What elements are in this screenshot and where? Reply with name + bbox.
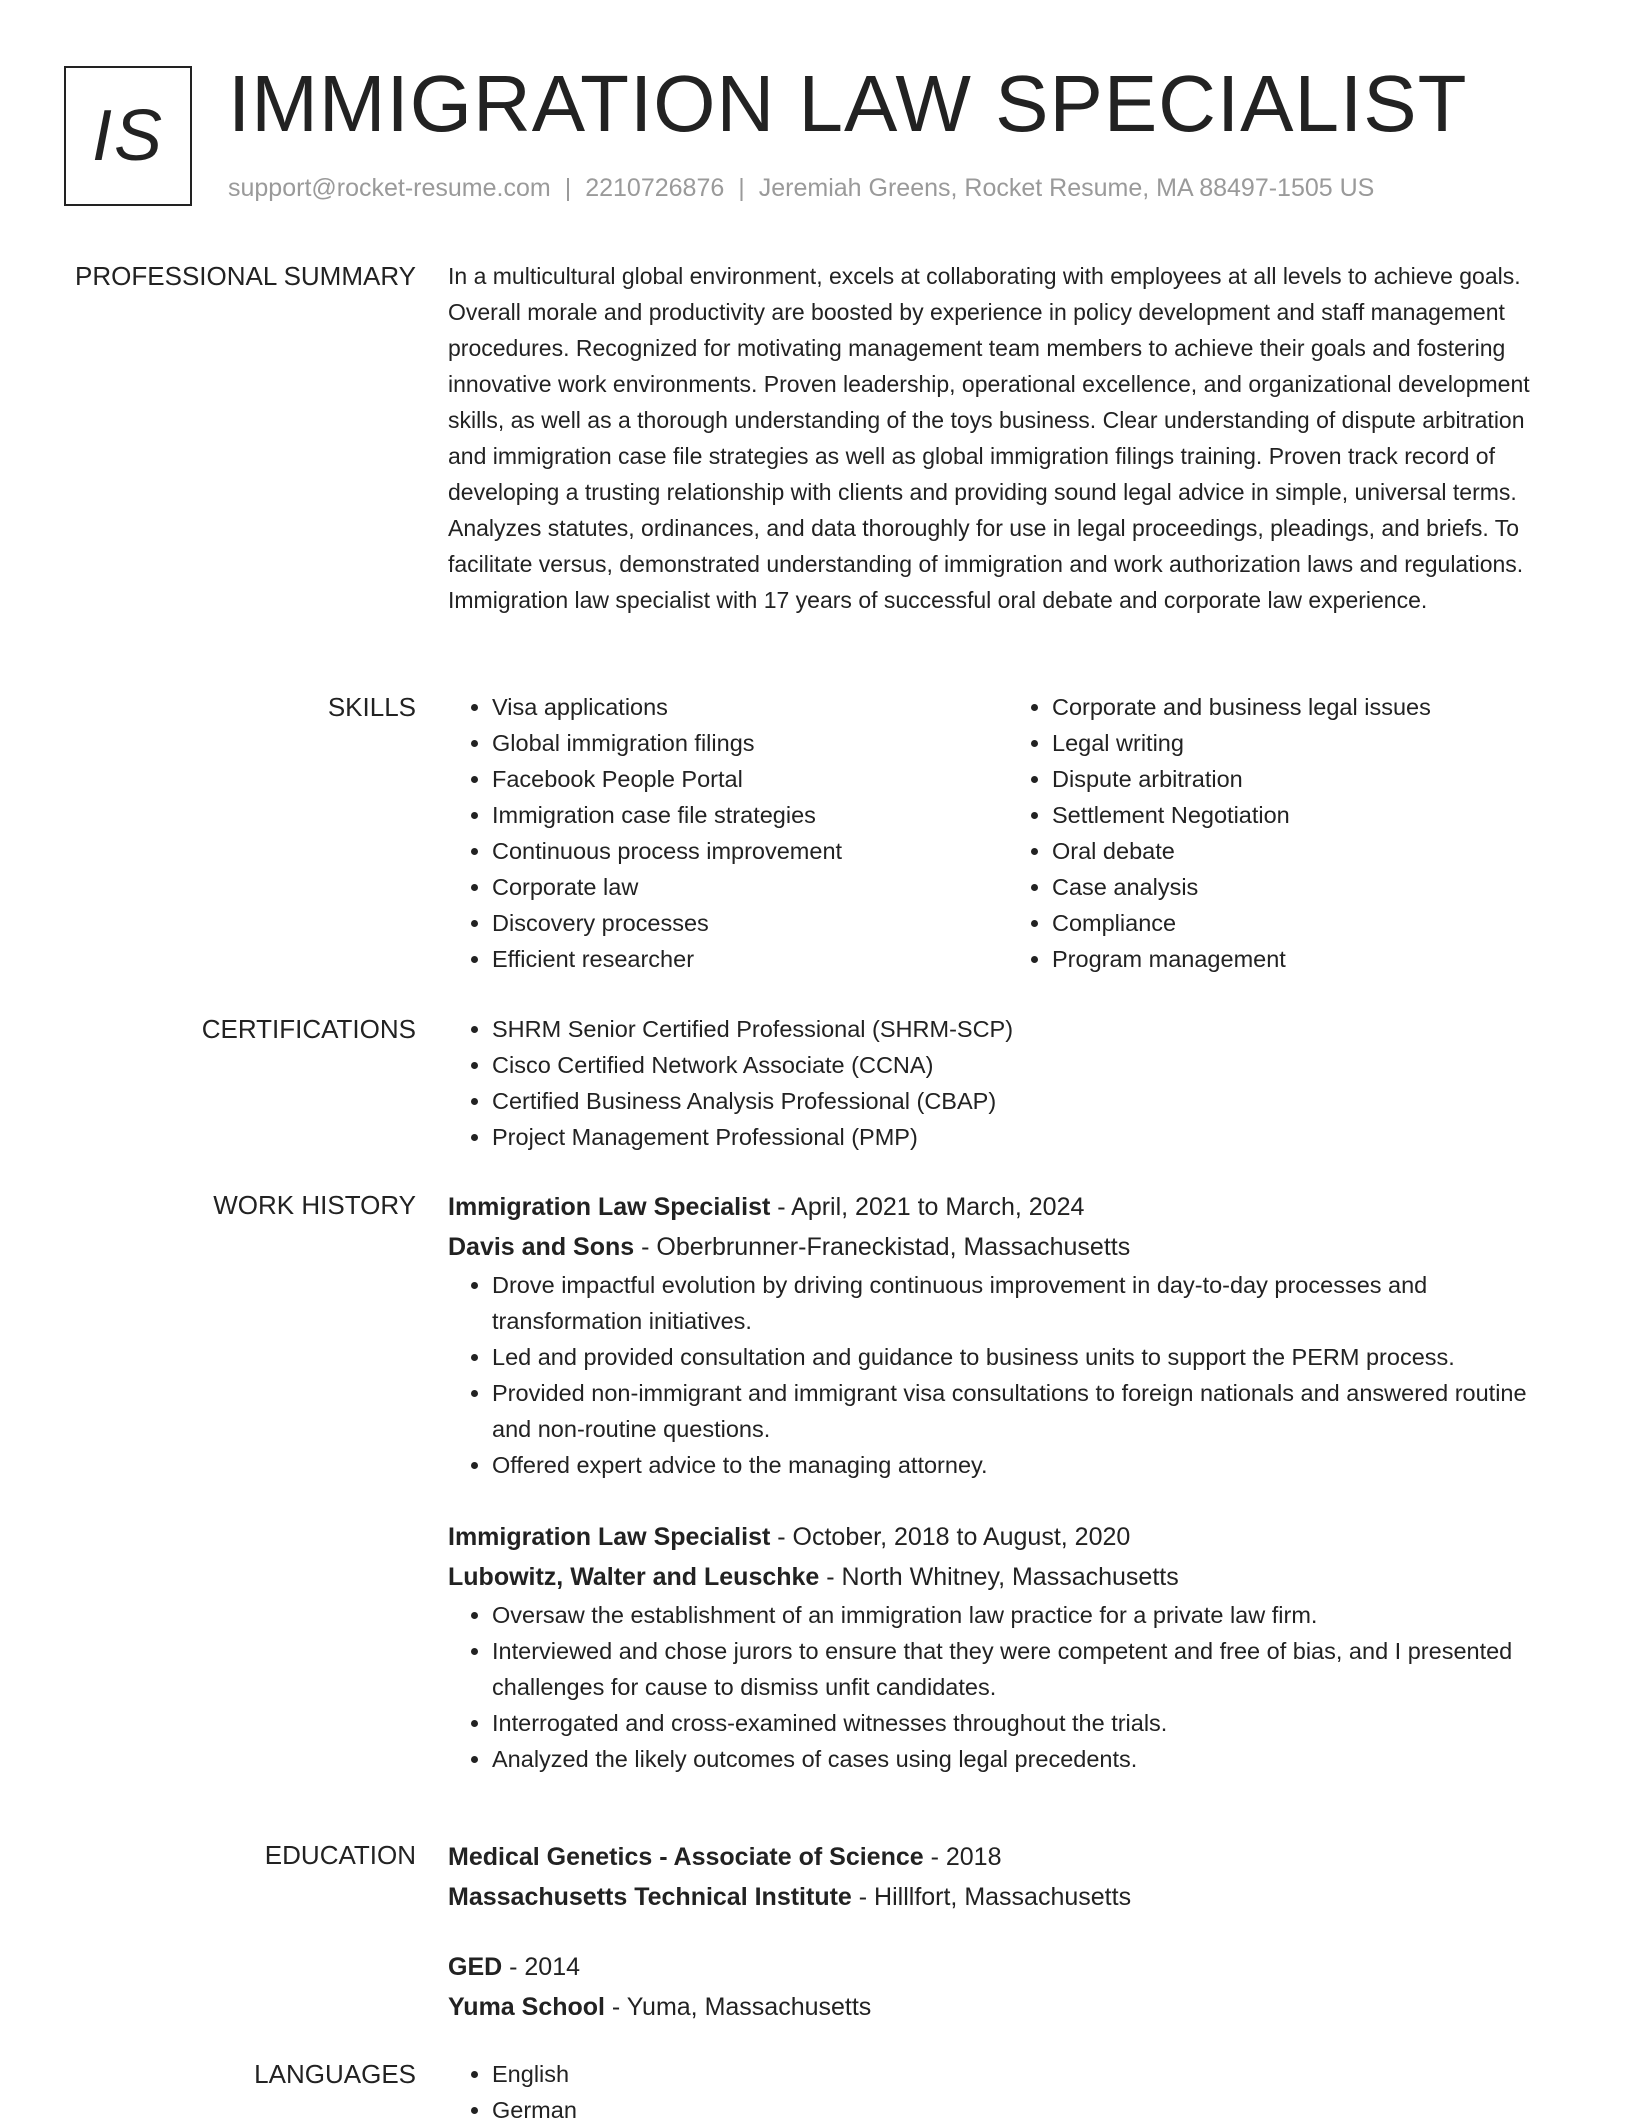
skill-item: • Discovery processes bbox=[492, 905, 1008, 941]
certification-item: • Project Management Professional (PMP) bbox=[492, 1119, 1568, 1155]
job-location: - Oberbrunner-Franeckistad, Massachusetts bbox=[634, 1233, 1131, 1261]
contact-line bbox=[228, 174, 1374, 203]
education-degree-line bbox=[448, 1947, 1568, 1987]
certification-item: • Certified Business Analysis Professional (CBAP) bbox=[492, 1083, 1568, 1119]
job-bullet: • Interrogated and cross-examined witnesses throughout the trials. bbox=[492, 1705, 1568, 1741]
job-bullet: • Oversaw the establishment of an immigration law practice for a private law firm. bbox=[492, 1597, 1568, 1633]
job-bullet-list bbox=[448, 1597, 1568, 1777]
job-entry bbox=[448, 1517, 1568, 1777]
education-list bbox=[448, 1837, 1568, 2057]
section-label-education: EDUCATION bbox=[264, 1840, 416, 1870]
contact-phone: 2210726876 bbox=[585, 174, 725, 202]
education-year: - 2018 bbox=[923, 1843, 1002, 1871]
contact-separator: | bbox=[564, 174, 572, 202]
summary-text: In a multicultural global environment, excels at collaborating with employees at all levels to achieve goals. Overall morale and productivity are boosted by experience in policy development and staff management procedures. Recognized for motivating management team members to achieve their goals and fostering innovative work environments. Proven leadership, operational excellence, and organizational development skills, as well as a thorough understanding of the toys business. Clear understanding of dispute arbitration and immigration case file strategies as well as global immigration filings training. Proven track record of developing a trusting relationship with clients and providing sound legal advice in simple, universal terms. Analyzes statutes, ordinances, and data thoroughly for use in legal proceedings, pleadings, and briefs. To facilitate versus, demonstrated understanding of immigration and work authorization laws and regulations. Immigration law specialist with 17 years of successful oral debate and corporate law experience. bbox=[448, 263, 1530, 613]
education-degree-line bbox=[448, 1837, 1568, 1877]
job-company-line bbox=[448, 1227, 1568, 1267]
education-school-line bbox=[448, 1877, 1568, 1917]
job-location: - North Whitney, Massachusetts bbox=[819, 1563, 1179, 1591]
education-entry bbox=[448, 1837, 1568, 1917]
education-degree: Medical Genetics - Associate of Science bbox=[448, 1843, 924, 1871]
job-title: Immigration Law Specialist bbox=[448, 1523, 771, 1551]
skill-item: • Case analysis bbox=[1052, 869, 1568, 905]
job-bullet: • Interviewed and chose jurors to ensure that they were competent and free of bias, and I presented challenges for cause to dismiss unfit candidates. bbox=[492, 1633, 1568, 1705]
section-label-skills: SKILLS bbox=[327, 692, 416, 722]
section-label-summary: PROFESSIONAL SUMMARY bbox=[75, 261, 416, 291]
skill-item: • Program management bbox=[1052, 941, 1568, 977]
certification-item: • Cisco Certified Network Associate (CCNA) bbox=[492, 1047, 1568, 1083]
language-item: • English bbox=[492, 2056, 1568, 2092]
job-bullet: • Provided non-immigrant and immigrant visa consultations to foreign nationals and answered routine and non-routine questions. bbox=[492, 1375, 1568, 1447]
monogram-box bbox=[64, 66, 192, 206]
skill-item: • Compliance bbox=[1052, 905, 1568, 941]
contact-email: support@rocket-resume.com bbox=[228, 174, 551, 202]
certifications-list bbox=[448, 1011, 1568, 1155]
education-entry bbox=[448, 1947, 1568, 2027]
education-school-line bbox=[448, 1987, 1568, 2027]
section-label-languages: LANGUAGES bbox=[254, 2059, 416, 2089]
resume-title: IMMIGRATION LAW SPECIALIST bbox=[228, 59, 1468, 148]
job-bullet: • Led and provided consultation and guidance to business units to support the PERM process. bbox=[492, 1339, 1568, 1375]
job-bullet: • Offered expert advice to the managing attorney. bbox=[492, 1447, 1568, 1483]
skill-item: • Facebook People Portal bbox=[492, 761, 1008, 797]
job-bullet-list bbox=[448, 1267, 1568, 1483]
contact-address: Jeremiah Greens, Rocket Resume, MA 88497-1505 US bbox=[758, 174, 1375, 202]
job-dates: - October, 2018 to August, 2020 bbox=[770, 1523, 1131, 1551]
language-item: • German bbox=[492, 2092, 1568, 2128]
skill-item: • Oral debate bbox=[1052, 833, 1568, 869]
job-bullet: • Drove impactful evolution by driving continuous improvement in day-to-day processes and transformation initiatives. bbox=[492, 1267, 1568, 1339]
job-company: Lubowitz, Walter and Leuschke bbox=[448, 1563, 820, 1591]
skill-item: • Settlement Negotiation bbox=[1052, 797, 1568, 833]
skill-item: • Corporate law bbox=[492, 869, 1008, 905]
job-bullet: • Analyzed the likely outcomes of cases using legal precedents. bbox=[492, 1741, 1568, 1777]
job-title: Immigration Law Specialist bbox=[448, 1193, 771, 1221]
education-location: - Hilllfort, Massachusetts bbox=[851, 1883, 1132, 1911]
job-title-line bbox=[448, 1517, 1568, 1557]
contact-separator: | bbox=[738, 174, 745, 202]
education-school: Yuma School bbox=[448, 1993, 605, 2021]
education-year: - 2014 bbox=[502, 1953, 581, 1981]
education-location: - Yuma, Massachusetts bbox=[604, 1993, 872, 2021]
skill-item: • Dispute arbitration bbox=[1052, 761, 1568, 797]
section-label-work: WORK HISTORY bbox=[213, 1190, 416, 1220]
skill-item: • Immigration case file strategies bbox=[492, 797, 1008, 833]
section-label-certifications: CERTIFICATIONS bbox=[201, 1014, 416, 1044]
job-company-line bbox=[448, 1557, 1568, 1597]
monogram-initials: IS bbox=[91, 96, 165, 176]
jobs-list bbox=[448, 1187, 1568, 1811]
education-degree: GED bbox=[448, 1953, 503, 1981]
skill-item: • Efficient researcher bbox=[492, 941, 1008, 977]
skill-item: • Visa applications bbox=[492, 689, 1008, 725]
education-school: Massachusetts Technical Institute bbox=[448, 1883, 852, 1911]
job-company: Davis and Sons bbox=[448, 1233, 635, 1261]
skill-item: • Global immigration filings bbox=[492, 725, 1008, 761]
certification-item: • SHRM Senior Certified Professional (SHRM-SCP) bbox=[492, 1011, 1568, 1047]
skill-item: • Corporate and business legal issues bbox=[1052, 689, 1568, 725]
job-dates: - April, 2021 to March, 2024 bbox=[770, 1193, 1085, 1221]
skills-list-left bbox=[448, 689, 1008, 977]
skill-item: • Continuous process improvement bbox=[492, 833, 1008, 869]
languages-list bbox=[448, 2056, 1568, 2128]
job-entry bbox=[448, 1187, 1568, 1483]
skills-list-right bbox=[1008, 689, 1568, 977]
job-title-line bbox=[448, 1187, 1568, 1227]
skill-item: • Legal writing bbox=[1052, 725, 1568, 761]
